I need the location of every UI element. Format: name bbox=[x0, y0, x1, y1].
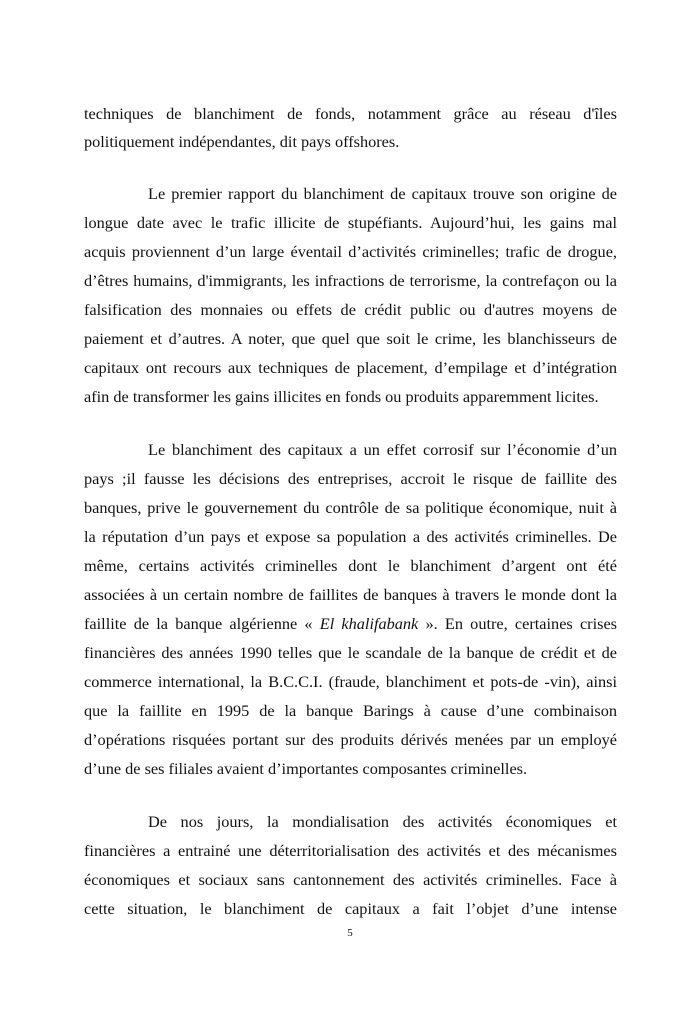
text-line: paiement et d’autres. A noter, que quel que soit le crime, les blanchisseurs de bbox=[84, 329, 617, 348]
text-run: faillite de la banque algérienne « bbox=[84, 614, 320, 633]
text-line: commerce international, la B.C.C.I. (fraude, blanchiment et pots-de -vin), ainsi bbox=[84, 672, 617, 691]
text-line: associées à un certain nombre de faillites de banques à travers le monde dont la bbox=[84, 585, 617, 604]
text-line: Le premier rapport du blanchiment de capitaux trouve son origine de bbox=[148, 184, 617, 203]
text-line: financières des années 1990 telles que le scandale de la banque de crédit et de bbox=[84, 643, 617, 662]
text-line: De nos jours, la mondialisation des activités économiques et bbox=[148, 812, 617, 831]
text-line: Le blanchiment des capitaux a un effet corrosif sur l’économie d’un bbox=[148, 440, 617, 459]
text-line: capitaux ont recours aux techniques de placement, d’empilage et d’intégration bbox=[84, 358, 617, 377]
text-line: falsification des monnaies ou effets de crédit public ou d'autres moyens de bbox=[84, 300, 617, 319]
text-line: politiquement indépendantes, dit pays offshores. bbox=[84, 132, 400, 151]
text-run: ». En outre, certaines crises bbox=[418, 614, 618, 633]
text-line: longue date avec le trafic illicite de stupéfiants. Aujourd’hui, les gains mal bbox=[84, 213, 617, 232]
text-line: acquis proviennent d’un large éventail d’activités criminelles; trafic de drogue, bbox=[84, 242, 617, 261]
text-line bbox=[84, 614, 617, 634]
text-line: la réputation d’un pays et expose sa population a des activités criminelles. De bbox=[84, 527, 617, 546]
text-line: financières a entrainé une déterritorialisation des activités et des mécanismes bbox=[84, 841, 617, 860]
text-line: économiques et sociaux sans cantonnement des activités criminelles. Face à bbox=[84, 870, 617, 889]
text-line: que la faillite en 1995 de la banque Barings à cause d’une combinaison bbox=[84, 701, 617, 720]
text-line: pays ;il fausse les décisions des entreprises, accroit le risque de faillite des bbox=[84, 469, 617, 488]
bank-name-italic: El khalifabank bbox=[319, 614, 419, 633]
text-line: même, certains activités criminelles dont le blanchiment d’argent ont été bbox=[84, 556, 617, 575]
text-line: d’une de ses filiales avaient d’importantes composantes criminelles. bbox=[84, 759, 528, 778]
text-line: afin de transformer les gains illicites en fonds ou produits apparemment licites. bbox=[84, 387, 599, 406]
text-line: techniques de blanchiment de fonds, notamment grâce au réseau d'îles bbox=[84, 104, 617, 123]
text-line: cette situation, le blanchiment de capitaux a fait l’objet d’une intense bbox=[84, 899, 617, 918]
text-line: banques, prive le gouvernement du contrôle de sa politique économique, nuit à bbox=[84, 498, 617, 517]
page-number: 5 bbox=[347, 927, 353, 939]
text-line: d’êtres humains, d'immigrants, les infractions de terrorisme, la contrefaçon ou la bbox=[84, 271, 617, 290]
text-line: d’opérations risquées portant sur des produits dérivés menées par un employé bbox=[84, 730, 617, 749]
